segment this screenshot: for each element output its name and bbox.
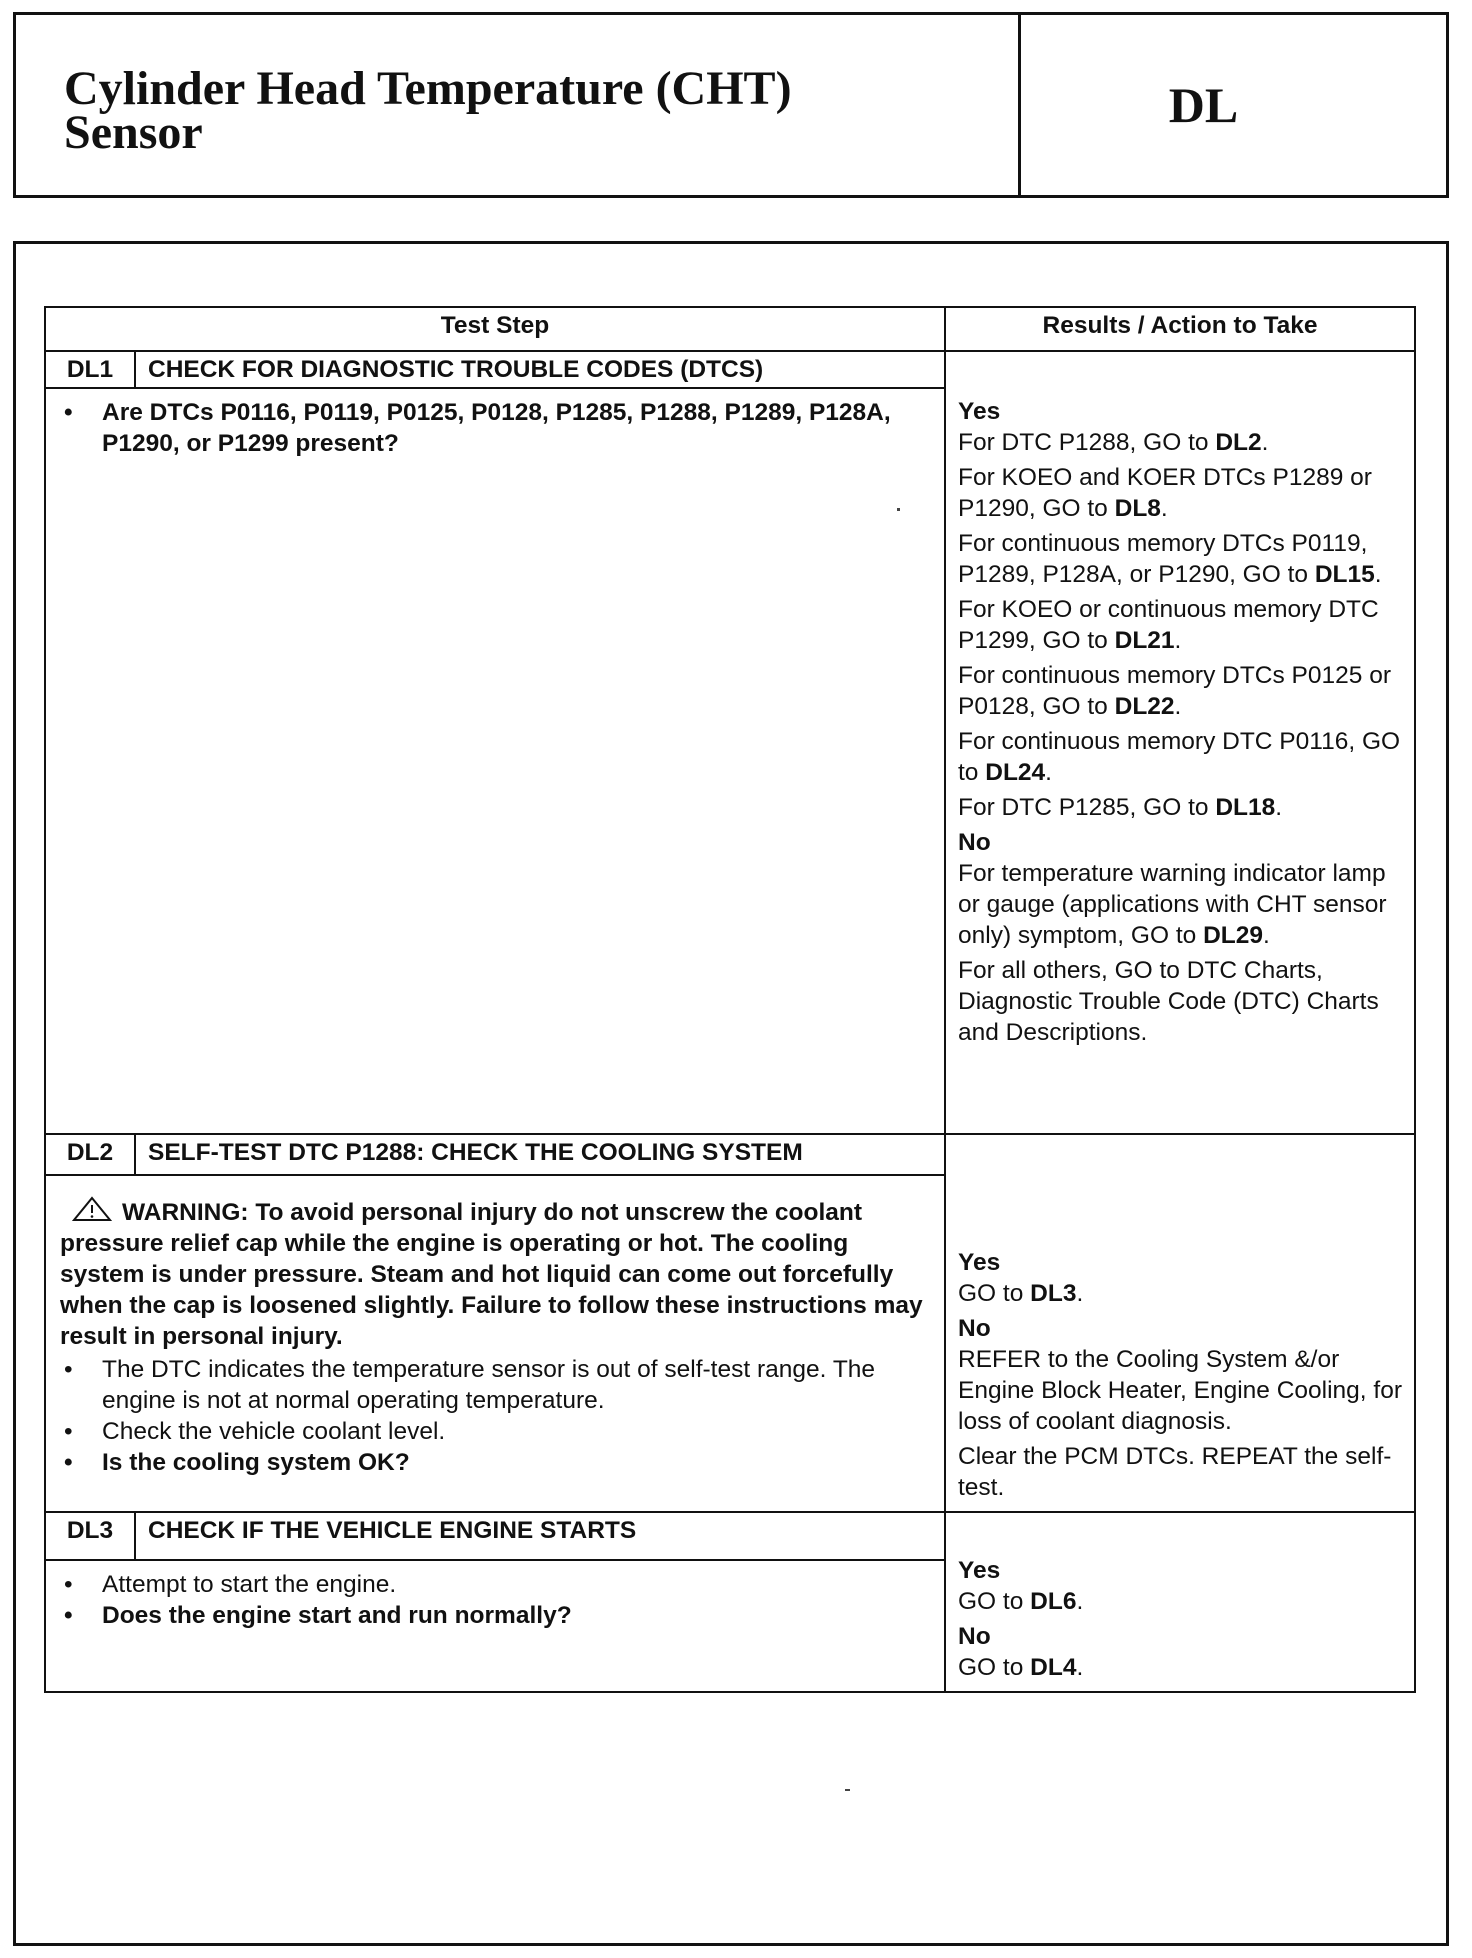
step-id: DL1 <box>45 351 135 388</box>
step-body <box>45 1175 945 1512</box>
col-header-test-step: Test Step <box>45 307 945 351</box>
result-text: For DTC P1288, GO to <box>958 429 1216 456</box>
step-bullet: • Attempt to start the engine. <box>60 1569 932 1600</box>
result-text: For KOEO and KOER DTCs P1289 or P1290, GO to <box>958 464 1372 522</box>
step-id: DL3 <box>45 1512 135 1560</box>
result-text: For all others, GO to DTC Charts, Diagnostic Trouble Code (DTC) Charts and Descriptions. <box>958 957 1379 1046</box>
goto-link[interactable]: DL4 <box>1030 1654 1077 1681</box>
result-text: GO to <box>958 1280 1031 1307</box>
result-text: For continuous memory DTCs P0119, P1289, P128A, or P1290, GO to <box>958 530 1368 588</box>
step-bullet: • Check the vehicle coolant level. <box>60 1416 932 1447</box>
step-results <box>945 1512 1415 1692</box>
goto-link[interactable]: DL6 <box>1030 1588 1077 1615</box>
step-body <box>45 1560 945 1692</box>
section-code: DL <box>1018 15 1446 195</box>
no-label: No <box>958 1315 991 1342</box>
step-title-row <box>45 1134 1415 1175</box>
result-text: REFER to the Cooling System &/or Engine Block Heater, Engine Cooling, for loss of coolant diagnosis. <box>958 1346 1402 1435</box>
title-line-2: Sensor <box>64 106 203 159</box>
step-question: • Is the cooling system OK? <box>60 1447 932 1478</box>
goto-link[interactable]: DL2 <box>1215 429 1262 456</box>
step-bullet: • The DTC indicates the temperature sensor is out of self-test range. The engine is not at normal operating temperature. <box>60 1354 932 1416</box>
goto-link[interactable]: DL22 <box>1114 693 1175 720</box>
result-text: Clear the PCM DTCs. REPEAT the self-test. <box>958 1443 1392 1501</box>
goto-link[interactable]: DL18 <box>1215 794 1276 821</box>
step-bullets <box>60 1354 932 1478</box>
warning-triangle-icon <box>72 1196 112 1222</box>
result-text: For continuous memory DTC P0116, GO to <box>958 728 1401 786</box>
result-item: For continuous memory DTCs P0125 or P0128, GO to DL22. <box>958 662 1391 720</box>
goto-link[interactable]: DL21 <box>1114 627 1175 654</box>
page-header <box>13 12 1449 198</box>
result-text: For continuous memory DTCs P0125 or P0128, GO to <box>958 662 1391 720</box>
table-header-row <box>45 307 1415 351</box>
result-item: GO to DL4. <box>958 1654 1084 1681</box>
step-title: CHECK IF THE VEHICLE ENGINE STARTS <box>135 1512 945 1560</box>
step-bullets <box>60 397 932 459</box>
step-title: CHECK FOR DIAGNOSTIC TROUBLE CODES (DTCS) <box>135 351 945 388</box>
result-item: For KOEO or continuous memory DTC P1299, GO to DL21. <box>958 596 1379 654</box>
warning-text: WARNING: To avoid personal injury do not unscrew the coolant pressure relief cap while the engine is operating or hot. The cooling system is under pressure. Steam and hot liquid can come out forcefully when the cap is loosened slightly. Failure to follow these instructions may result in personal injury. <box>60 1198 923 1350</box>
page-title <box>64 62 792 159</box>
step-title-row <box>45 351 1415 388</box>
yes-label: Yes <box>958 398 1001 425</box>
result-text: For DTC P1285, GO to <box>958 794 1216 821</box>
step-results <box>945 1134 1415 1512</box>
result-item: For KOEO and KOER DTCs P1289 or P1290, GO to DL8. <box>958 464 1372 522</box>
scan-speck <box>845 1789 850 1791</box>
step-results <box>945 351 1415 1134</box>
step-title-row <box>45 1512 1415 1560</box>
goto-link[interactable]: DL15 <box>1314 561 1375 588</box>
result-item: For temperature warning indicator lamp or gauge (applications with CHT sensor only) symptom, GO to DL29. <box>958 860 1387 949</box>
step-bullets <box>60 1569 932 1631</box>
result-text: GO to <box>958 1654 1031 1681</box>
col-header-results: Results / Action to Take <box>945 307 1415 351</box>
goto-link[interactable]: DL24 <box>985 759 1046 786</box>
result-text: For temperature warning indicator lamp or gauge (applications with CHT sensor only) symptom, GO to <box>958 860 1387 949</box>
title-line-1: Cylinder Head Temperature (CHT) <box>64 62 792 115</box>
yes-label: Yes <box>958 1557 1001 1584</box>
step-question: • Does the engine start and run normally? <box>60 1600 932 1631</box>
header-title-cell <box>16 15 1018 195</box>
step-title: SELF-TEST DTC P1288: CHECK THE COOLING SYSTEM <box>135 1134 945 1175</box>
result-item: For DTC P1288, GO to DL2. <box>958 429 1269 456</box>
no-label: No <box>958 1623 991 1650</box>
result-text: GO to <box>958 1588 1031 1615</box>
no-label: No <box>958 829 991 856</box>
diagnostic-table <box>44 306 1416 1693</box>
result-item: For continuous memory DTC P0116, GO to DL24. <box>958 728 1401 786</box>
scan-speck <box>897 508 900 511</box>
yes-label: Yes <box>958 1249 1001 1276</box>
step-id: DL2 <box>45 1134 135 1175</box>
step-question: • Are DTCs P0116, P0119, P0125, P0128, P1285, P1288, P1289, P128A, P1290, or P1299 present? <box>60 397 932 459</box>
step-body <box>45 388 945 1134</box>
result-text: For KOEO or continuous memory DTC P1299, GO to <box>958 596 1379 654</box>
result-item: For DTC P1285, GO to DL18. <box>958 794 1283 821</box>
result-item: For continuous memory DTCs P0119, P1289, P128A, or P1290, GO to DL15. <box>958 530 1382 588</box>
warning-block <box>60 1196 932 1352</box>
goto-link[interactable]: DL8 <box>1114 495 1161 522</box>
goto-link[interactable]: DL3 <box>1030 1280 1077 1307</box>
result-item: GO to DL3. <box>958 1280 1084 1307</box>
result-item: GO to DL6. <box>958 1588 1084 1615</box>
goto-link[interactable]: DL29 <box>1203 922 1263 949</box>
